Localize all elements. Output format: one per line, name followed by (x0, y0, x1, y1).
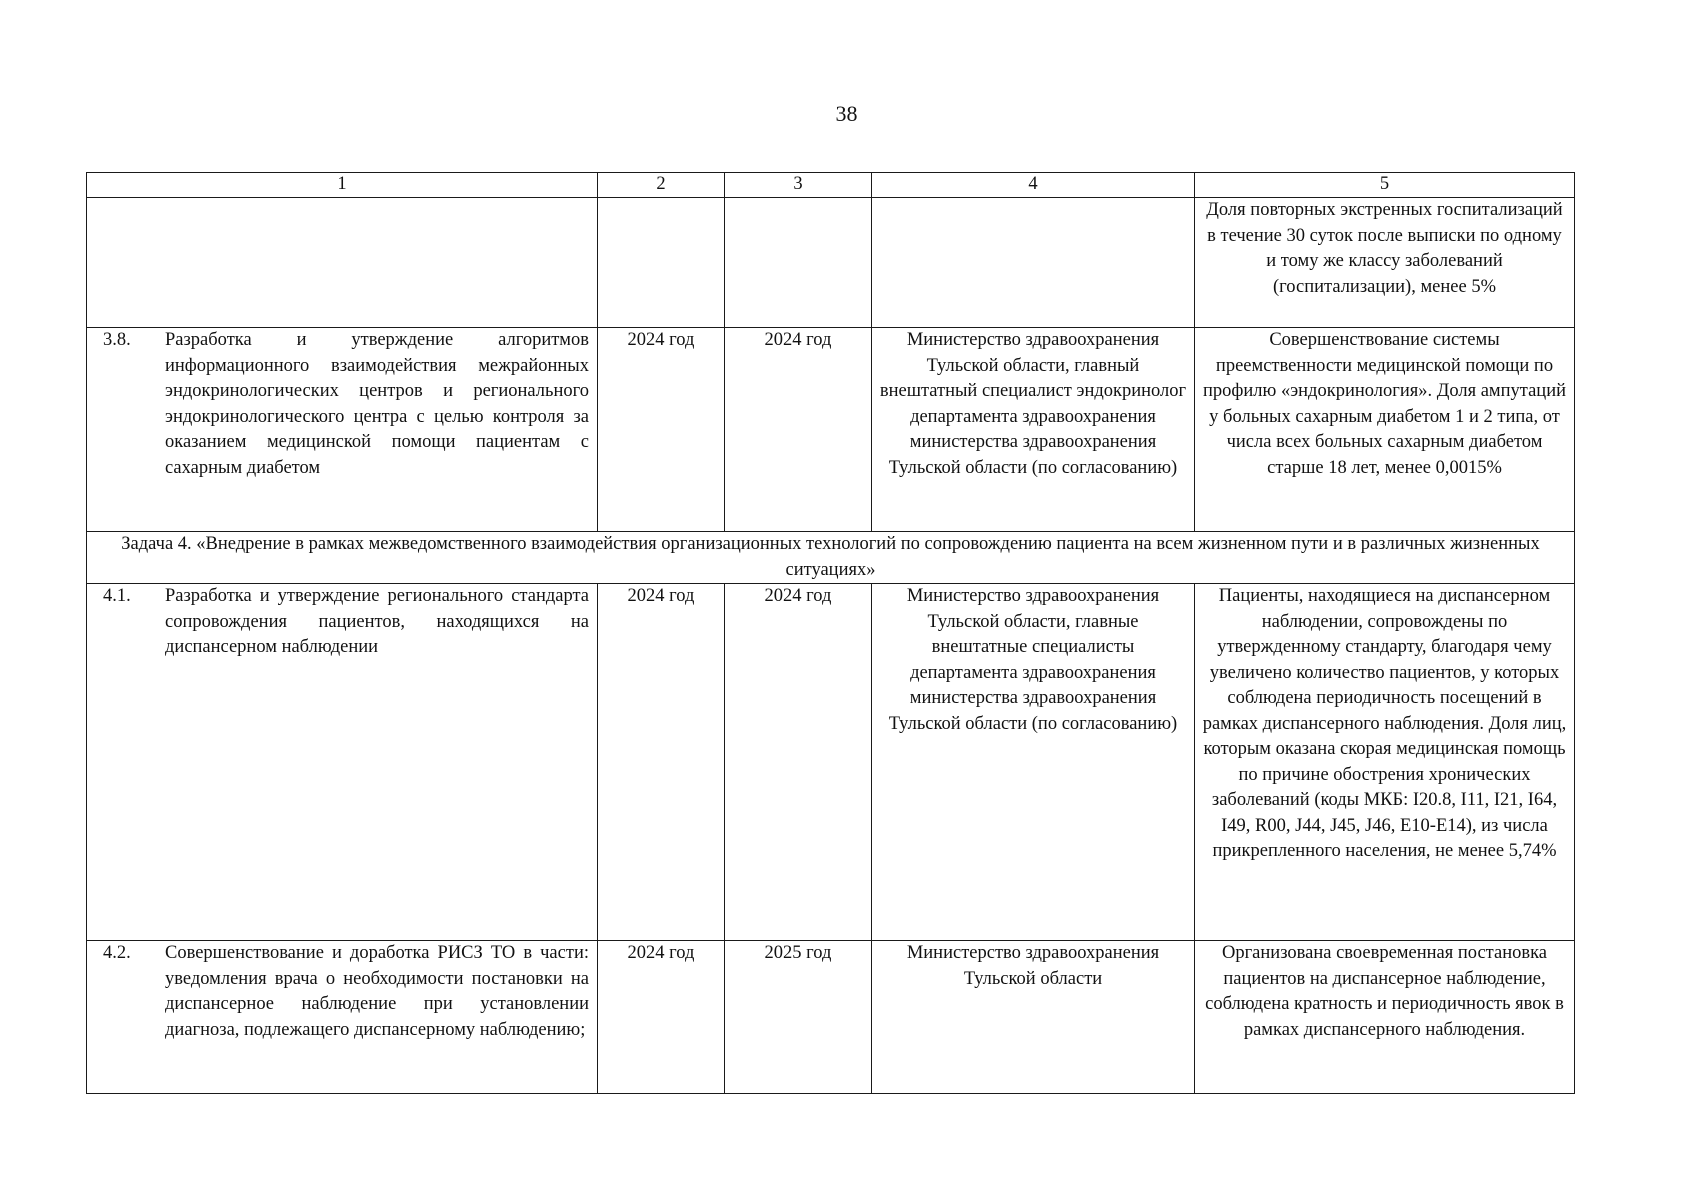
start-cell: 2024 год (598, 584, 725, 941)
responsible-cell: Министерство здравоохранения Тульской области (872, 941, 1195, 1094)
action-cell (87, 328, 598, 532)
result-cell: Доля повторных экстренных госпитализаций в течение 30 суток после выписки по одному и тому же классу заболеваний (госпитализации), менее 5% (1195, 198, 1575, 328)
end-cell: 2025 год (725, 941, 872, 1094)
start-cell: 2024 год (598, 941, 725, 1094)
task-heading: Задача 4. «Внедрение в рамках межведомственного взаимодействия организационных технологий по сопровождению пациента на всем жизненном пути и в различных жизненных ситуациях» (87, 532, 1575, 584)
end-cell: 2024 год (725, 584, 872, 941)
responsible-cell (872, 198, 1195, 328)
table-row (87, 941, 1575, 1094)
action-text: Разработка и утверждение регионального стандарта сопровождения пациентов, находящихся на диспансерном наблюдении (165, 586, 589, 657)
column-header: 4 (872, 173, 1195, 198)
action-text: Совершенствование и доработка РИСЗ ТО в части: уведомления врача о необходимости постановки на диспансерное наблюдение при установлении диагноза, подлежащего диспансерному наблюдению; (165, 943, 589, 1040)
table-row (87, 198, 1575, 328)
responsible-cell: Министерство здравоохранения Тульской области, главные внештатные специалисты департамента здравоохранения министерства здравоохранения Тульской области (по согласованию) (872, 584, 1195, 941)
result-cell: Пациенты, находящиеся на диспансерном наблюдении, сопровождены по утвержденному стандарту, благодаря чему увеличено количество пациентов, у которых соблюдена периодичность посещений в рамках диспансерного наблюдения. Доля лиц, которым оказана скорая медицинская помощь по причине обострения хронических заболеваний (коды МКБ: I20.8, I11, I21, I64, I49, R00, J44, J45, J46, E10-E14), из числа прикрепленного населения, не менее 5,74% (1195, 584, 1575, 941)
column-header: 3 (725, 173, 872, 198)
start-cell: 2024 год (598, 328, 725, 532)
end-cell (725, 198, 872, 328)
column-header: 1 (87, 173, 598, 198)
start-cell (598, 198, 725, 328)
activity-plan-table (86, 172, 1575, 1094)
item-number: 3.8. (103, 330, 131, 350)
table-row (87, 584, 1575, 941)
responsible-cell: Министерство здравоохранения Тульской области, главный внештатный специалист эндокринолог департамента здравоохранения министерства здравоохранения Тульской области (по согласованию) (872, 328, 1195, 532)
column-header: 2 (598, 173, 725, 198)
item-number: 4.1. (103, 586, 131, 606)
result-cell: Совершенствование системы преемственности медицинской помощи по профилю «эндокринология». Доля ампутаций у больных сахарным диабетом 1 и 2 типа, от числа всех больных сахарным диабетом старше 18 лет, менее 0,0015% (1195, 328, 1575, 532)
table-row (87, 328, 1575, 532)
page-number: 38 (835, 101, 858, 126)
end-cell: 2024 год (725, 328, 872, 532)
column-number-header-row (87, 173, 1575, 198)
column-header: 5 (1195, 173, 1575, 198)
action-cell (87, 198, 598, 328)
item-number: 4.2. (103, 943, 131, 963)
task-row (87, 532, 1575, 584)
action-cell (87, 584, 598, 941)
result-cell: Организована своевременная постановка пациентов на диспансерное наблюдение, соблюдена кратность и периодичность явок в рамках диспансерного наблюдения. (1195, 941, 1575, 1094)
action-text: Разработка и утверждение алгоритмов информационного взаимодействия межрайонных эндокринологических центров и регионального эндокринологического центра с целью контроля за оказанием медицинской помощи пациентам с сахарным диабетом (165, 330, 589, 478)
action-cell (87, 941, 598, 1094)
